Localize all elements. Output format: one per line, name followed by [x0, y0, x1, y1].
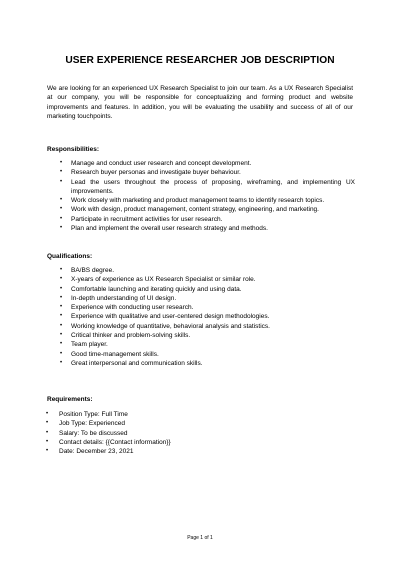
list-item: • BA/BS degree.: [60, 267, 114, 274]
list-item: • Good time-management skills.: [60, 350, 159, 358]
list-item: • Manage and conduct user research and concept development.: [60, 160, 252, 167]
list-item: • In-depth understanding of UI design.: [60, 294, 177, 302]
list-item: • Salary: To be discussed: [46, 429, 128, 437]
list-item: • Work closely with marketing and product management teams to identify research topics.: [60, 197, 325, 205]
list-item: • Comfortable launching and iterating quickly and using data.: [60, 285, 242, 293]
list-item: • Plan and implement the overall user research strategy and methods.: [60, 225, 268, 233]
bullet-icon: •: [60, 169, 63, 176]
bullet-icon: •: [46, 448, 49, 455]
list-item: • Date: December 23, 2021: [46, 448, 134, 456]
bullet-icon: •: [60, 304, 63, 311]
list-item: • Working knowledge of quantitative, behavioral analysis and statistics.: [60, 322, 270, 330]
list-item: • Contact details: {{Contact information}}: [46, 438, 171, 446]
list-item: • Participate in recruitment activities for user research.: [60, 215, 223, 223]
bullet-icon: •: [60, 313, 63, 320]
list-item: • Work with design, product management, content strategy, engineering, and marketing.: [60, 206, 319, 214]
list-item: • Research buyer personas and investigate buyer behaviour.: [60, 169, 241, 177]
bullet-icon: •: [60, 197, 63, 204]
qualifications-heading: Qualifications:: [47, 253, 93, 260]
bullet-icon: •: [60, 332, 63, 339]
page-number: Page 1 of 1: [187, 535, 213, 541]
list-item: • Lead the users throughout the process of proposing, wireframing, and implementing UX improvements.: [60, 178, 355, 195]
list-item: • Team player.: [60, 341, 108, 349]
intro-paragraph: We are looking for an experienced UX Research Specialist to join our team. As a UX Research Specialist at our company, you will be responsible for conceptualizing and forming product and website improvements and features. In addition, you will be evaluating the usability and success of all of our marketing touchpoints.: [47, 85, 353, 120]
bullet-icon: •: [60, 178, 63, 185]
bullet-icon: •: [60, 160, 63, 166]
list-item: • X-years of experience as UX Research Specialist or similar role.: [60, 276, 256, 284]
list-item: • Experience with qualitative and user-centered design methodologies.: [60, 313, 270, 321]
document-title: USER EXPERIENCE RESEARCHER JOB DESCRIPTION: [65, 55, 335, 66]
bullet-icon: •: [46, 420, 49, 427]
bullet-icon: •: [60, 276, 63, 283]
bullet-icon: •: [46, 438, 49, 445]
list-item: • Experience with conducting user research.: [60, 304, 194, 312]
bullet-icon: •: [60, 225, 63, 232]
requirements-list: [33, 410, 343, 456]
list-item: • Critical thinker and problem-solving skills.: [60, 332, 191, 340]
bullet-icon: •: [60, 267, 63, 273]
qualifications-list: [47, 266, 357, 368]
bullet-icon: •: [60, 285, 63, 292]
list-item: • Position Type: Full Time: [46, 411, 128, 418]
bullet-icon: •: [60, 322, 63, 329]
bullet-icon: •: [60, 359, 63, 366]
bullet-icon: •: [60, 341, 63, 348]
responsibilities-heading: Responsibilities:: [47, 146, 100, 153]
bullet-icon: •: [60, 215, 63, 222]
bullet-icon: •: [60, 294, 63, 301]
bullet-icon: •: [60, 350, 63, 357]
list-item: • Great interpersonal and communication skills.: [60, 359, 203, 367]
responsibilities-list: [47, 159, 357, 233]
bullet-icon: •: [60, 206, 63, 213]
list-item: • Job Type: Experienced: [46, 420, 126, 428]
bullet-icon: •: [46, 429, 49, 436]
bullet-icon: •: [46, 411, 49, 417]
requirements-heading: Requirements:: [47, 396, 93, 403]
